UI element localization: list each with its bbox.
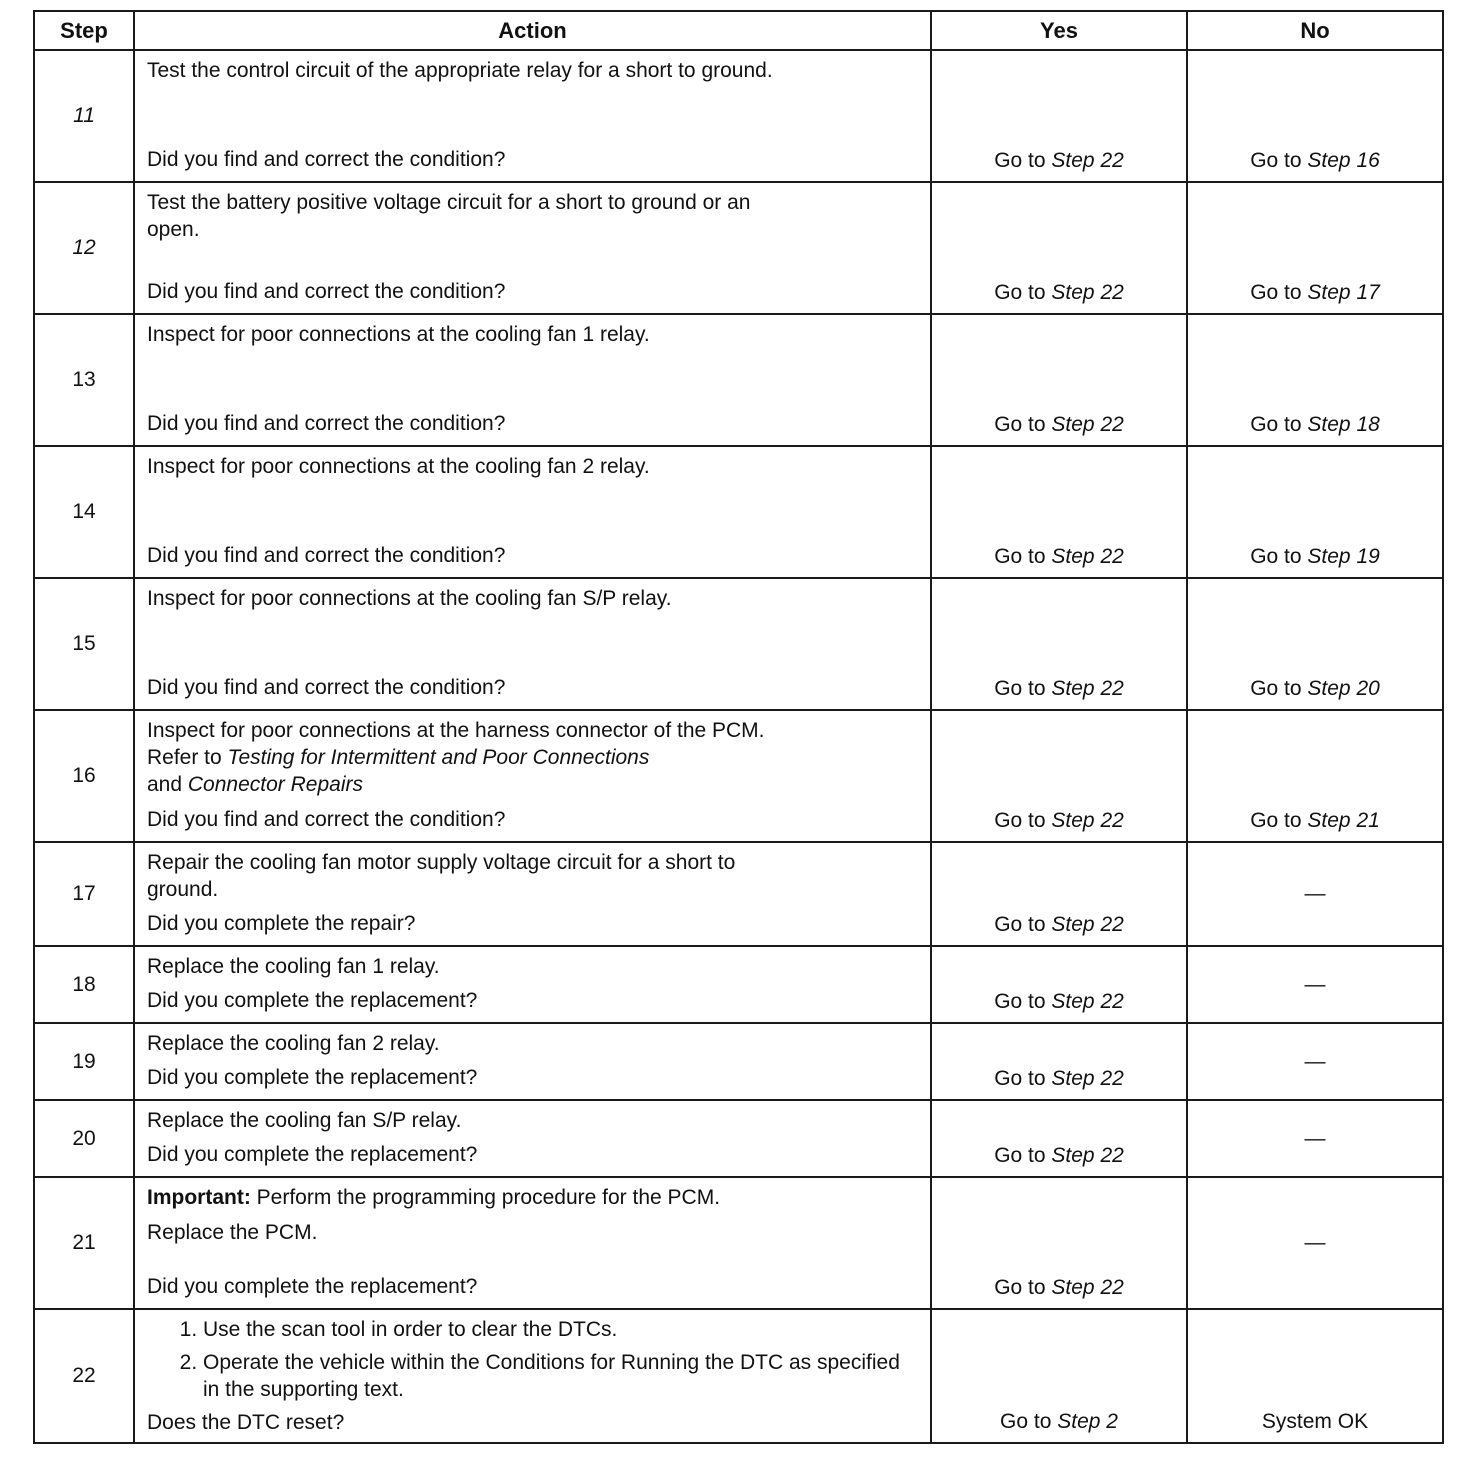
no-result-dash: —	[1304, 1231, 1326, 1254]
table-row	[34, 842, 1443, 946]
step-number: 21	[34, 1177, 134, 1309]
action-cell	[134, 578, 931, 710]
action-cell	[134, 1100, 931, 1177]
action-text: Test the battery positive voltage circuit for a short to ground or an open.	[147, 191, 751, 241]
no-cell	[1187, 1309, 1443, 1443]
action-text: Inspect for poor connections at the cooling fan 1 relay.	[147, 323, 650, 346]
action-text: Important: Perform the programming procedure for the PCM.	[147, 1186, 721, 1209]
yes-cell	[931, 1309, 1187, 1443]
no-result-dash: —	[1304, 1049, 1326, 1073]
no-result: Go to Step 18	[1250, 413, 1380, 436]
yes-result: Go to Step 22	[994, 1144, 1124, 1167]
table-row	[34, 1100, 1443, 1177]
yes-cell	[931, 946, 1187, 1023]
yes-result: Go to Step 22	[994, 809, 1124, 832]
action-question: Did you find and correct the condition?	[147, 148, 506, 171]
action-cell	[134, 446, 931, 578]
step-number: 20	[34, 1100, 134, 1177]
reference-link: Connector Repairs	[187, 773, 363, 796]
header-no: No	[1187, 11, 1443, 50]
header-yes: Yes	[931, 11, 1187, 50]
no-result: Go to Step 20	[1250, 677, 1380, 700]
action-question: Did you complete the repair?	[147, 912, 416, 935]
action-cell	[134, 1177, 931, 1309]
table-header-row	[34, 11, 1443, 50]
yes-cell	[931, 1177, 1187, 1309]
yes-result: Go to Step 22	[994, 1067, 1124, 1090]
action-steps-list	[147, 1316, 920, 1409]
header-action: Action	[134, 11, 931, 50]
no-cell	[1187, 182, 1443, 314]
no-cell	[1187, 1023, 1443, 1100]
action-question: Did you complete the replacement?	[147, 1143, 478, 1166]
action-cell	[134, 1023, 931, 1100]
step-number: 22	[34, 1309, 134, 1443]
action-question: Did you find and correct the condition?	[147, 676, 506, 699]
no-result-dash: —	[1304, 882, 1326, 905]
action-text: Test the control circuit of the appropriate relay for a short to ground.	[147, 59, 773, 82]
action-question: Did you find and correct the condition?	[147, 808, 506, 831]
action-text: Inspect for poor connections at the cooling fan 2 relay.	[147, 455, 650, 478]
action-question: Did you complete the replacement?	[147, 1066, 478, 1089]
action-text: Inspect for poor connections at the harness connector of the PCM. Refer to Testing for Intermittent and Poor Connections and Connector Repairs	[147, 719, 765, 796]
action-cell	[134, 842, 931, 946]
action-text: Replace the cooling fan 2 relay.	[147, 1032, 440, 1055]
yes-result: Go to Step 22	[994, 990, 1124, 1013]
step-number: 14	[34, 446, 134, 578]
table-row	[34, 1309, 1443, 1443]
no-cell	[1187, 710, 1443, 842]
reference-link: Testing for Intermittent and Poor Connections	[227, 746, 650, 769]
yes-result: Go to Step 22	[994, 281, 1124, 304]
yes-cell	[931, 50, 1187, 182]
action-question: Did you find and correct the condition?	[147, 280, 506, 303]
action-cell	[134, 182, 931, 314]
step-number: 18	[34, 946, 134, 1023]
step-number: 19	[34, 1023, 134, 1100]
no-cell	[1187, 1177, 1443, 1309]
yes-cell	[931, 578, 1187, 710]
table-row	[34, 710, 1443, 842]
no-cell	[1187, 578, 1443, 710]
yes-result: Go to Step 22	[994, 1276, 1124, 1299]
no-result: Go to Step 16	[1250, 149, 1380, 172]
table-row	[34, 314, 1443, 446]
table-row	[34, 182, 1443, 314]
step-number: 17	[34, 842, 134, 946]
yes-cell	[931, 1100, 1187, 1177]
action-text: Inspect for poor connections at the cooling fan S/P relay.	[147, 587, 672, 610]
yes-cell	[931, 446, 1187, 578]
action-cell	[134, 946, 931, 1023]
action-question: Does the DTC reset?	[147, 1411, 345, 1434]
header-step: Step	[34, 11, 134, 50]
table-row	[34, 1023, 1443, 1100]
no-result-dash: —	[1304, 1126, 1326, 1150]
table-row	[34, 50, 1443, 182]
action-question: Did you find and correct the condition?	[147, 544, 506, 567]
important-label: Important:	[147, 1186, 251, 1209]
no-result: System OK	[1261, 1410, 1369, 1433]
table-row	[34, 578, 1443, 710]
yes-cell	[931, 314, 1187, 446]
no-result: Go to Step 19	[1250, 545, 1380, 568]
action-question: Did you complete the replacement?	[147, 989, 478, 1012]
list-item: 1. Use the scan tool in order to clear the DTCs.	[203, 1316, 920, 1343]
diagnostic-table-page	[33, 10, 1442, 1444]
no-cell	[1187, 314, 1443, 446]
step-number: 11	[34, 50, 134, 182]
action-cell	[134, 314, 931, 446]
yes-cell	[931, 1023, 1187, 1100]
no-result: Go to Step 21	[1250, 809, 1380, 832]
yes-result: Go to Step 22	[994, 545, 1124, 568]
yes-cell	[931, 182, 1187, 314]
no-cell	[1187, 50, 1443, 182]
step-number: 13	[34, 314, 134, 446]
no-cell	[1187, 946, 1443, 1023]
action-cell	[134, 1309, 931, 1443]
yes-result: Go to Step 22	[994, 413, 1124, 436]
step-number: 12	[34, 182, 134, 314]
action-text: Replace the cooling fan 1 relay.	[147, 955, 440, 978]
yes-result: Go to Step 2	[1000, 1410, 1118, 1433]
step-number: 16	[34, 710, 134, 842]
action-text: Replace the cooling fan S/P relay.	[147, 1109, 462, 1132]
step-number: 15	[34, 578, 134, 710]
yes-cell	[931, 710, 1187, 842]
yes-cell	[931, 842, 1187, 946]
action-question: Did you find and correct the condition?	[147, 412, 506, 435]
table-row	[34, 1177, 1443, 1309]
action-question: Did you complete the replacement?	[147, 1275, 478, 1298]
yes-result: Go to Step 22	[994, 149, 1124, 172]
no-result: Go to Step 17	[1250, 281, 1380, 304]
no-cell	[1187, 1100, 1443, 1177]
yes-result: Go to Step 22	[994, 913, 1124, 936]
table-row	[34, 946, 1443, 1023]
no-cell	[1187, 842, 1443, 946]
list-item: 2. Operate the vehicle within the Conditions for Running the DTC as specified in the supporting text.	[203, 1349, 920, 1403]
action-cell	[134, 710, 931, 842]
yes-result: Go to Step 22	[994, 677, 1124, 700]
table-row	[34, 446, 1443, 578]
action-text: Repair the cooling fan motor supply voltage circuit for a short to ground.	[147, 851, 736, 901]
no-cell	[1187, 446, 1443, 578]
diagnostic-table	[33, 10, 1444, 1444]
action-text: Replace the PCM.	[147, 1221, 318, 1244]
no-result-dash: —	[1304, 972, 1326, 996]
action-cell	[134, 50, 931, 182]
